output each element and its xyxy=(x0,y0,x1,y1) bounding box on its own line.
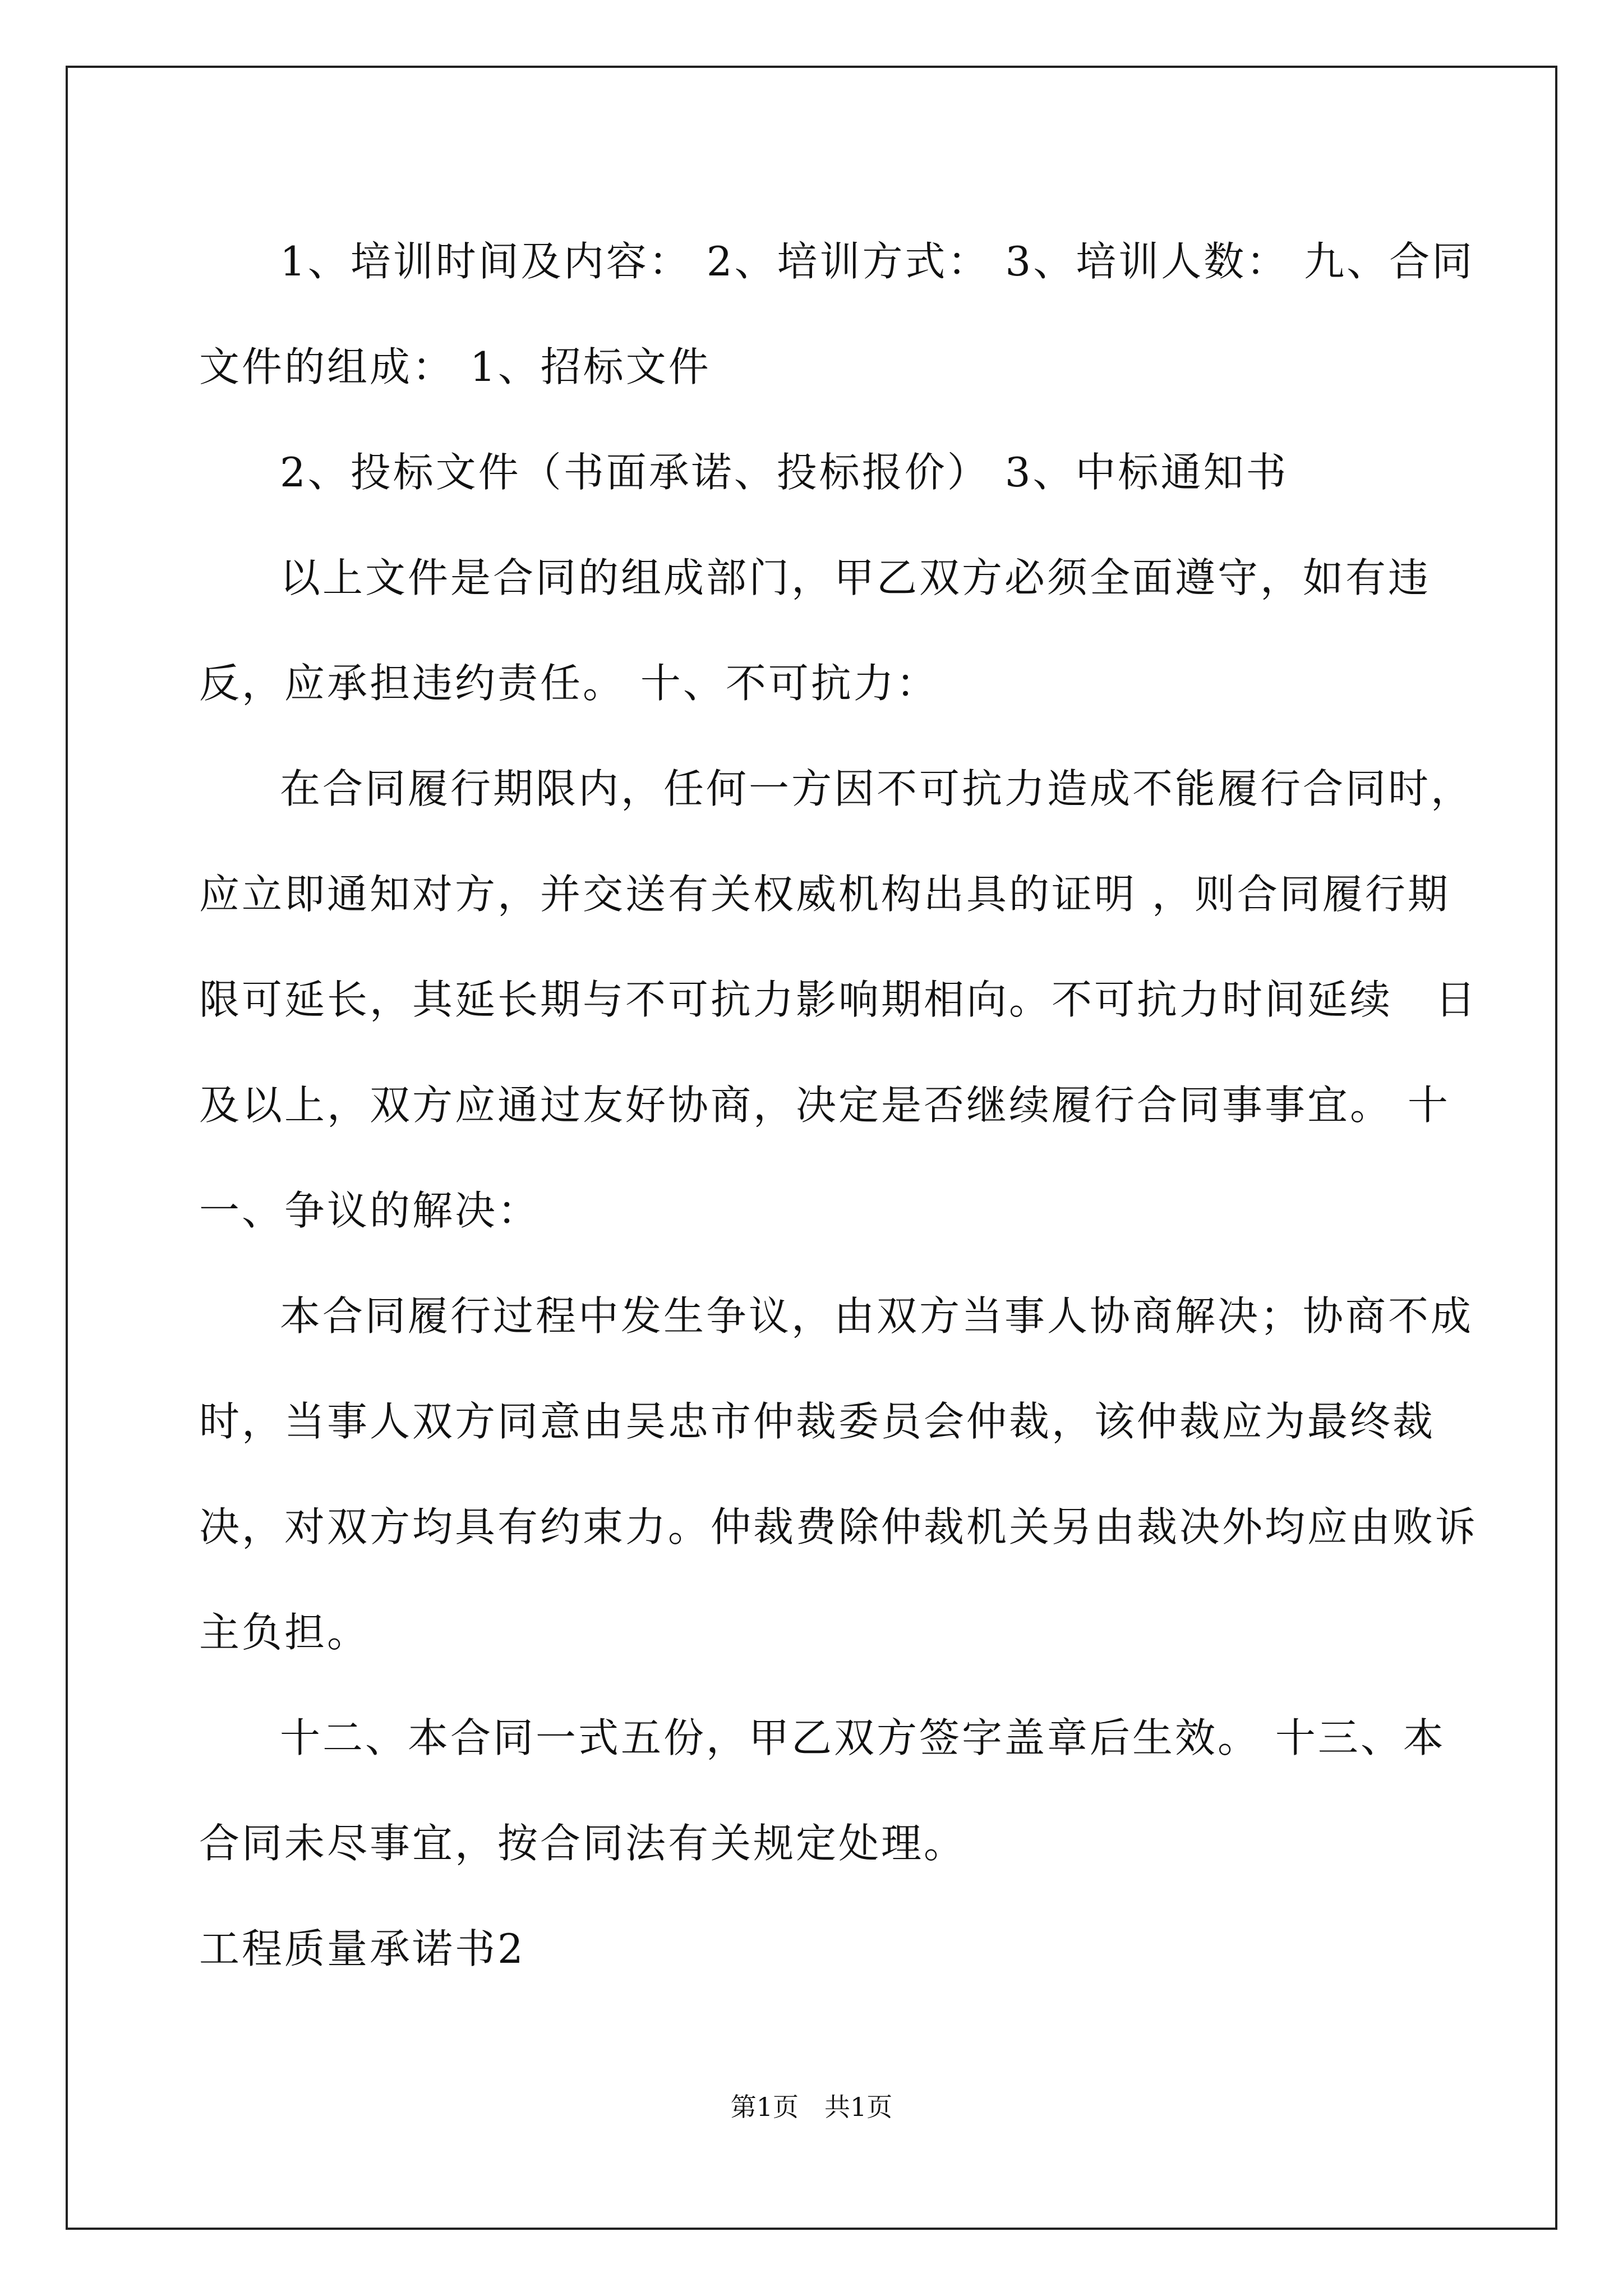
paragraph-contract-components: 以上文件是合同的组成部门，甲乙双方必须全面遵守，如有违反，应承担违约责任。 十、不可抗力： xyxy=(199,554,1431,707)
paragraph-dispute-resolution: 本合同履行过程中发生争议，由双方当事人协商解决；协商不成时，当事人双方同意由吴忠市仲裁委员会仲裁，该仲裁应为最终裁决，对双方均具有约束力。仲裁费除仲裁机关另由裁决外均应由败诉主负担。 xyxy=(199,1292,1478,1656)
paragraph-bid-documents: 2、投标文件（书面承诺、投标报价） 3、中标通知书 xyxy=(280,449,1289,496)
document-body xyxy=(199,209,1478,2001)
paragraph-training: 1、培训时间及内容： 2、培训方式： 3、培训人数： 九、合同文件的组成： 1、招标文件 xyxy=(199,238,1475,390)
section-heading: 工程质量承诺书2 xyxy=(199,1925,525,1972)
paragraph-force-majeure: 在合同履行期限内，任何一方因不可抗力造成不能履行合同时，应立即通知对方，并交送有关权威机构出具的证明 ，则合同履行期限可延长，其延长期与不可抗力影响期相向。不可抗力时间延续 日及以上，双方应通过友好协商，决定是否继续履行合同事事宜。 十一、争议的解决： xyxy=(199,765,1478,1234)
paragraph-effectiveness: 十二、本合同一式五份，甲乙双方签字盖章后生效。 十三、本合同未尽事宜，按合同法有关规定处理。 xyxy=(199,1714,1446,1867)
page-footer: 第1页 共1页 xyxy=(730,2092,893,2122)
